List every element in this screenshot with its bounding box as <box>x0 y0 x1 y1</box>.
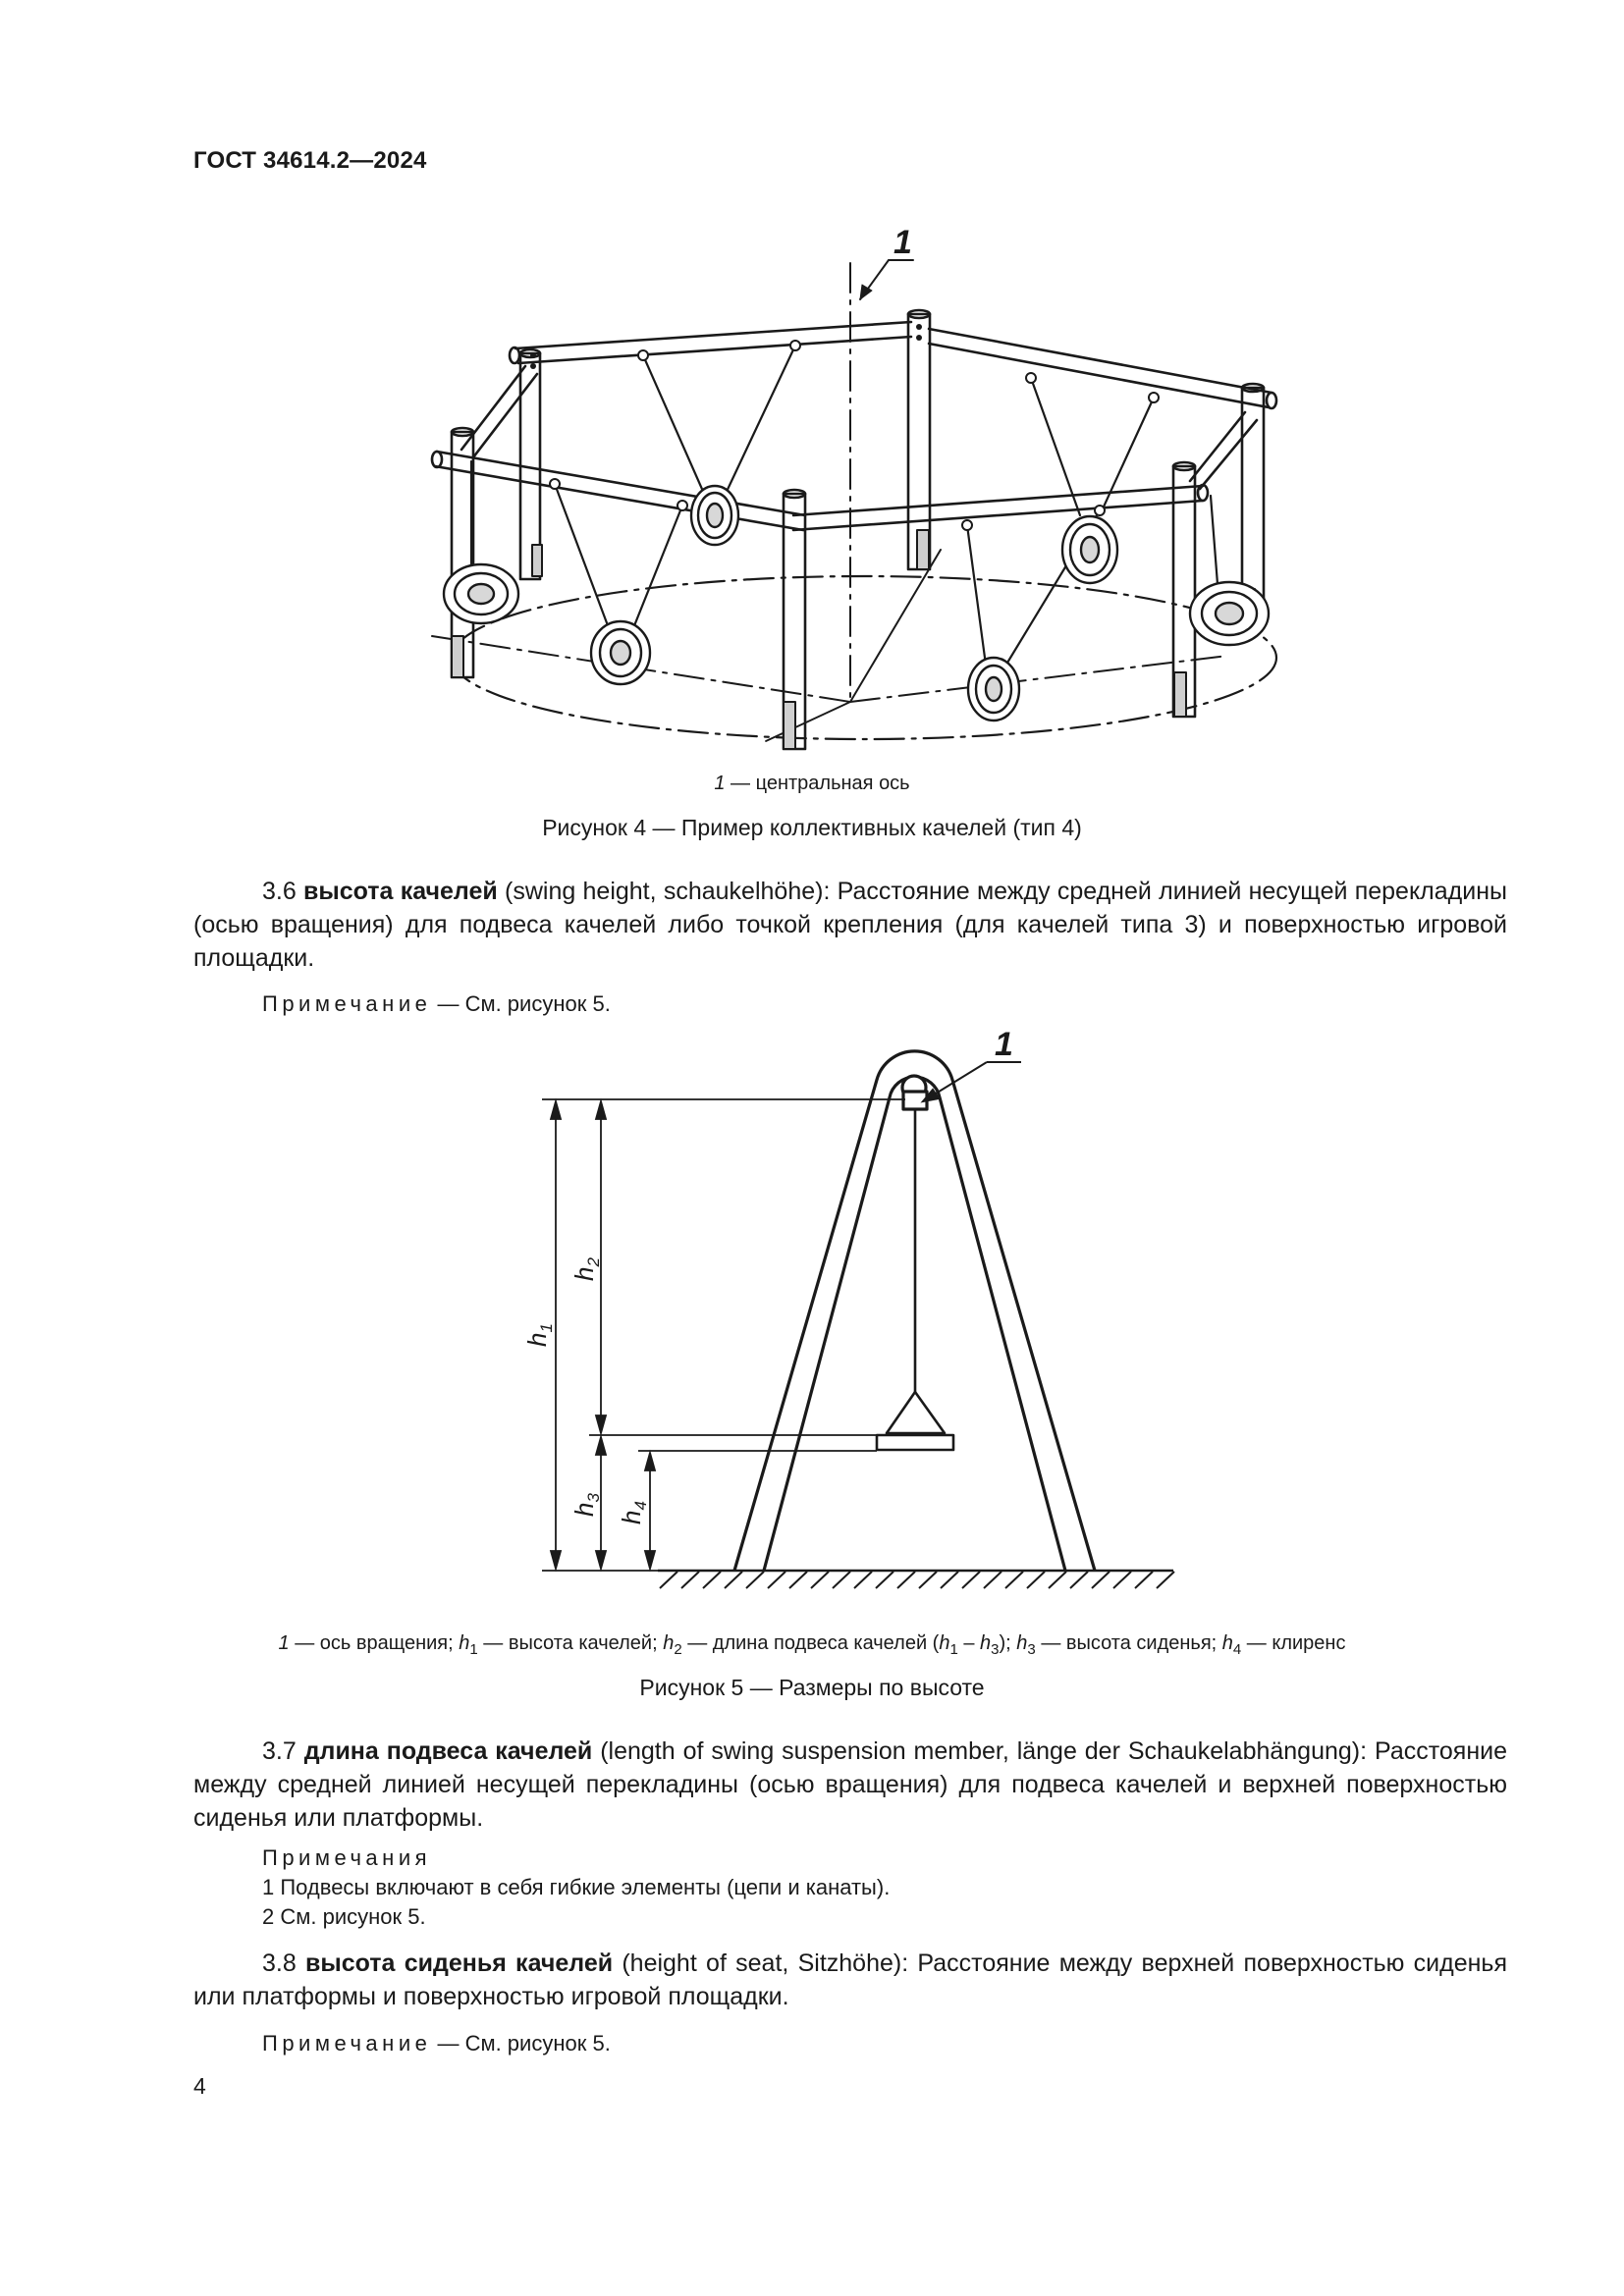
ground-ellipse <box>452 576 1276 739</box>
figure-5-legend: 1 — ось вращения; $h_1$ — высота качелей; $h_2$ — длина подвеса качелей $(h_1 - h_3)$; $h_3$ — высота сиденья; $h_4$ — клиренс <box>278 1632 1346 1658</box>
page-number: 4 <box>193 2073 206 2099</box>
section-3-7: 3.7 длина подвеса качелей (length of swing suspension member, länge der Schaukelabhängung): Расстояние между средней линией несущей перекладины (осью вращения) для подвеса качелей и верхней поверхностью сиденья или платформы. <box>193 1737 1508 1832</box>
figure-4-drawing <box>0 0 1624 805</box>
section-3-7-notes: Примечания 1 Подвесы включают в себя гибкие элементы (цепи и канаты). 2 См. рисунок 5. <box>262 1845 891 1929</box>
section-3-6-note: Примечание — См. рисунок 5. <box>262 991 611 1016</box>
figure-4-caption: Рисунок 4 — Пример коллективных качелей (тип 4) <box>542 815 1082 840</box>
section-3-6: 3.6 высота качелей (swing height, schaukelhöhe): Расстояние между средней линией несущей перекладины (осью вращения) для подвеса качелей либо точкой крепления (для качелей типа 3) и поверхностью игровой площадки. <box>193 878 1507 972</box>
label-h2: $h_2$ <box>569 1257 603 1281</box>
figure-5-caption: Рисунок 5 — Размеры по высоте <box>639 1675 985 1700</box>
label-h1: $h_1$ <box>522 1323 556 1347</box>
section-3-8: 3.8 высота сиденья качелей (height of seat, Sitzhöhe): Расстояние между верхней поверхностью сиденья или платформы и поверхностью игровой площадки. <box>193 1949 1507 2010</box>
section-3-8-note: Примечание — См. рисунок 5. <box>262 2031 611 2056</box>
label-h4: $h_4$ <box>617 1501 650 1524</box>
callout-1-fig5: 1 <box>995 1026 1013 1063</box>
document-number: ГОСТ 34614.2—2024 <box>193 147 427 174</box>
figure-4-legend: 1 — центральная ось <box>714 773 910 794</box>
figure-5-drawing <box>0 1011 1624 1600</box>
callout-1-fig4: 1 <box>893 224 912 261</box>
label-h3: $h_3$ <box>569 1493 603 1517</box>
